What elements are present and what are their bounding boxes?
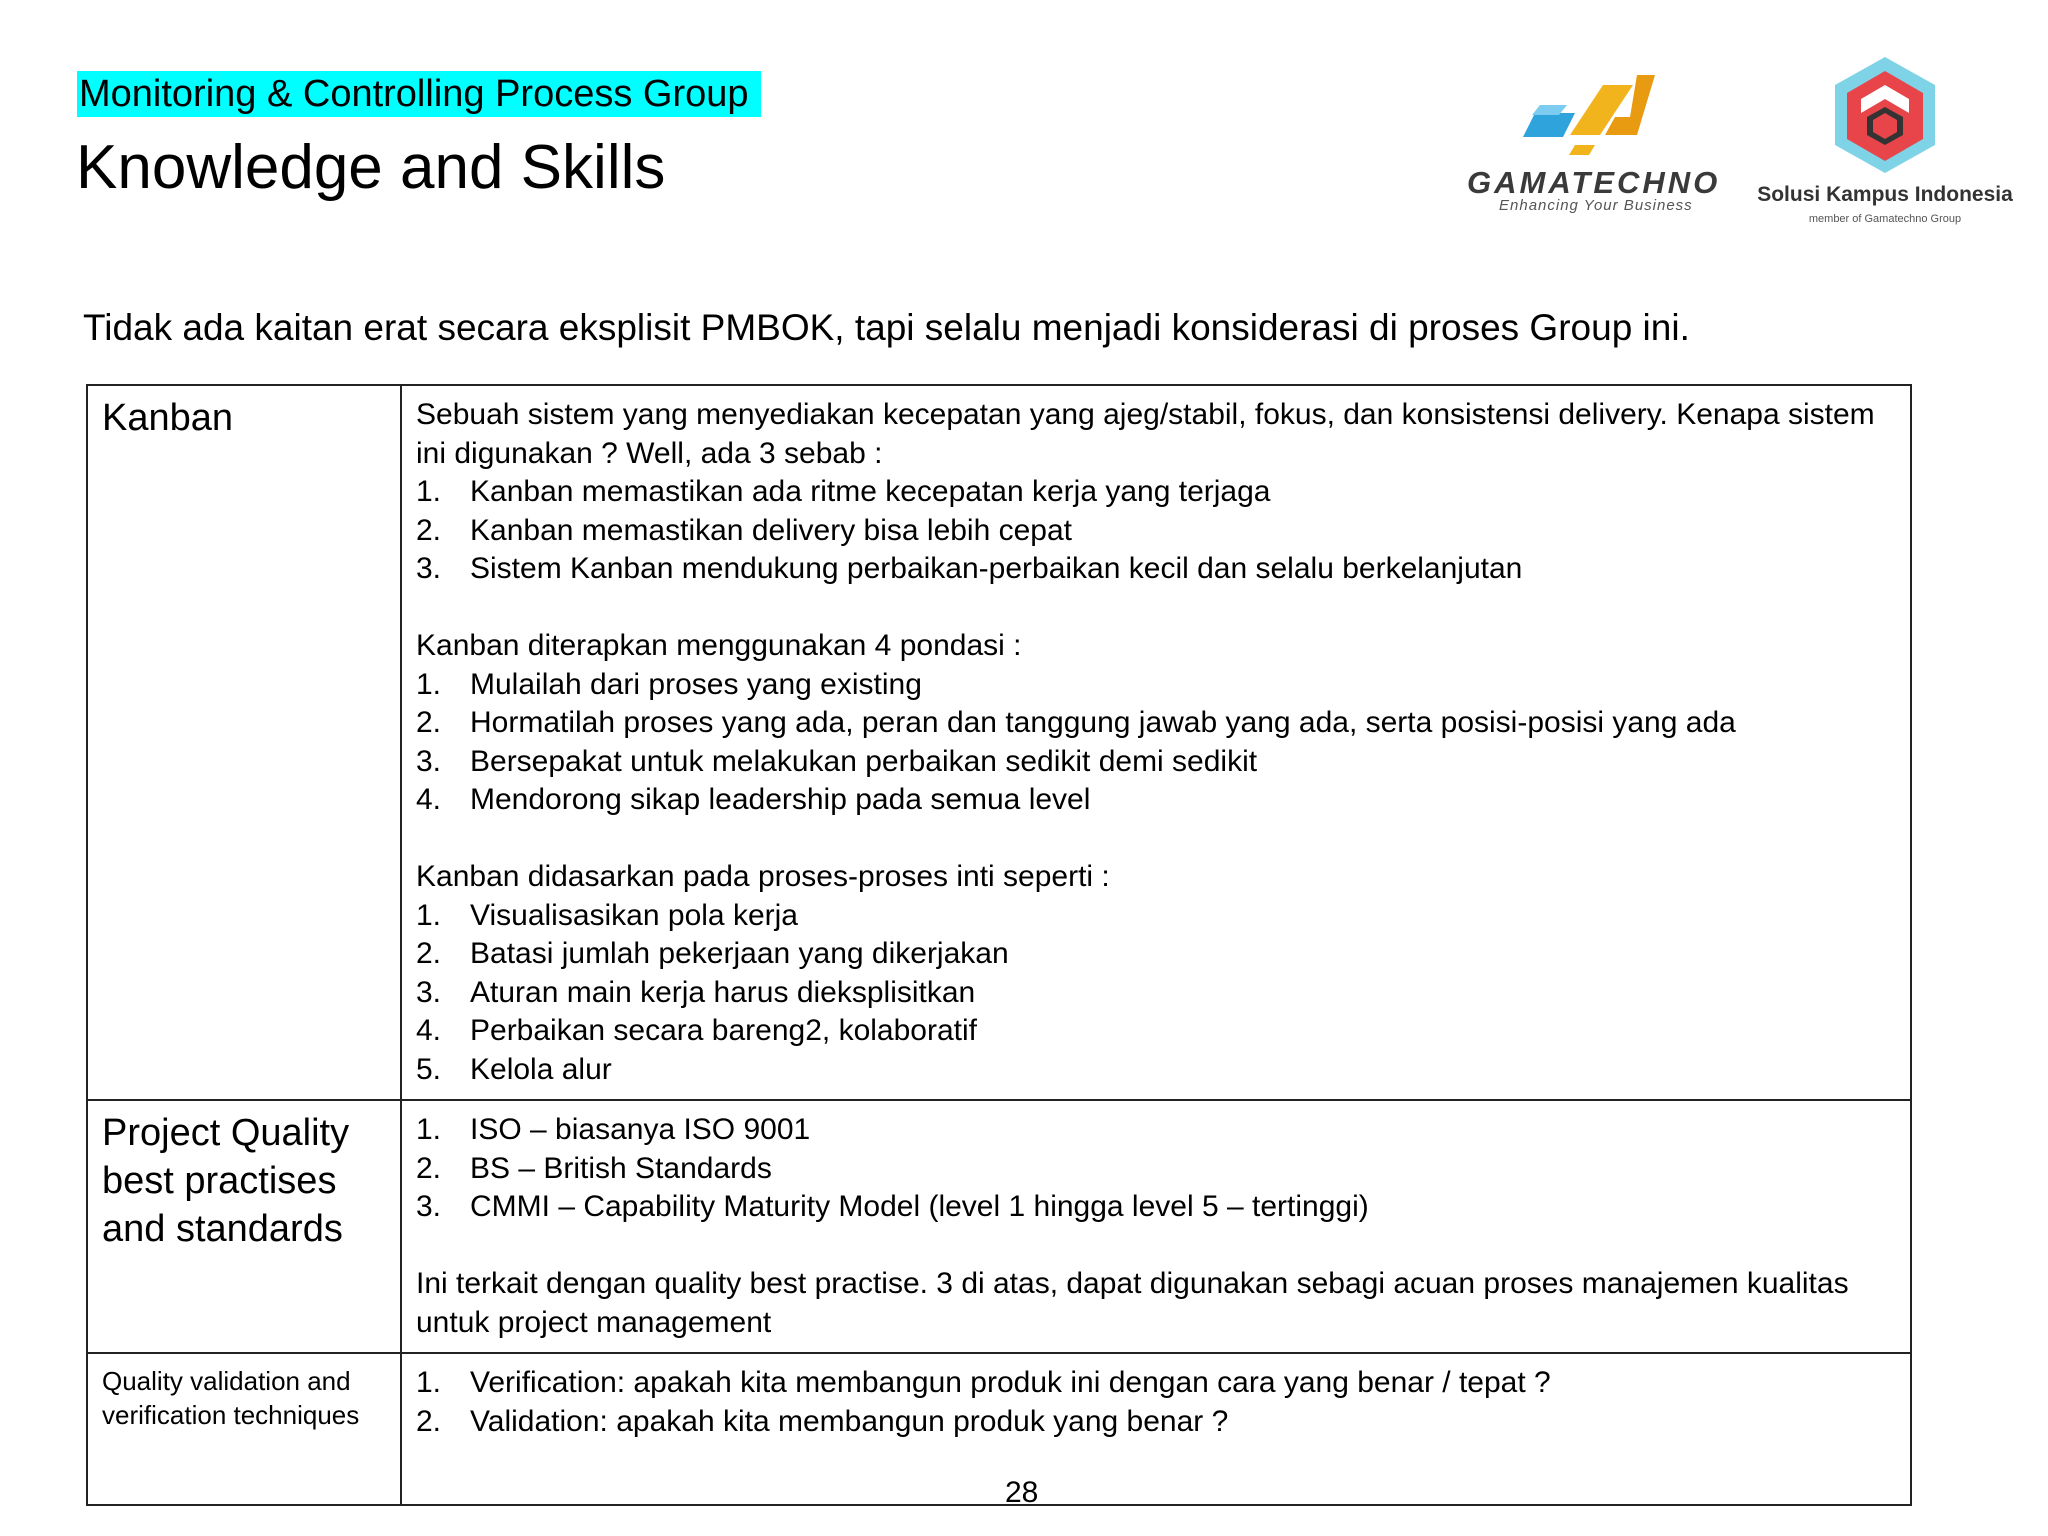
term-cell: Quality validation and verification techniques: [87, 1353, 401, 1505]
intro-text: Tidak ada kaitan erat secara eksplisit PMBOK, tapi selalu menjadi konsiderasi di proses Group ini.: [83, 307, 1690, 348]
list-item: 1. Kanban memastikan ada ritme kecepatan kerja yang terjaga: [416, 475, 1271, 508]
description-cell: [401, 385, 1911, 1100]
ski-subtitle: member of Gamatechno Group: [1808, 213, 1962, 225]
list-item: 1. Verification: apakah kita membangun produk ini dengan cara yang benar / tepat ?: [416, 1366, 1551, 1399]
ski-hexagon-icon: [1755, 55, 2015, 180]
list-item: 1. Visualisasikan pola kerja: [416, 898, 798, 932]
kanban-core-heading: Kanban didasarkan pada proses-proses inti seperti :: [416, 860, 1110, 893]
validation-list: [416, 1364, 1896, 1441]
table-row: [87, 1353, 1911, 1505]
table-row: [87, 1100, 1911, 1353]
description-cell: [401, 1353, 1911, 1505]
ski-logo: [1755, 55, 2015, 245]
kanban-reasons-list: [416, 473, 1896, 589]
page-number: 28: [1005, 1476, 1039, 1509]
kanban-foundations-heading: Kanban diterapkan menggunakan 4 pondasi :: [416, 629, 1022, 662]
list-item: 2. Kanban memastikan delivery bisa lebih cepat: [416, 513, 1073, 547]
list-item: 2. Hormatilah proses yang ada, peran dan tanggung jawab yang ada, serta posisi-posisi yang ada: [416, 706, 1736, 739]
gamatechno-logo: [1455, 55, 1745, 235]
quality-standards-list: [416, 1111, 1896, 1227]
list-item: 3. Sistem Kanban mendukung perbaikan-perbaikan kecil dan selalu berkelanjutan: [416, 552, 1523, 585]
section-tag: Monitoring & Controlling Process Group: [77, 71, 761, 117]
term-cell: Project Quality best practises and standards: [87, 1100, 401, 1353]
list-item: 2. BS – British Standards: [416, 1151, 772, 1185]
list-item: 2. Validation: apakah kita membangun produk yang benar ?: [416, 1404, 1229, 1438]
list-item: 2. Batasi jumlah pekerjaan yang dikerjakan: [416, 937, 1009, 970]
knowledge-table: [86, 384, 1912, 1506]
gamatechno-name: GAMATECHNO: [1467, 165, 1721, 200]
gamatechno-mark-icon: [1455, 55, 1745, 165]
list-item: 1. Mulailah dari proses yang existing: [416, 667, 922, 701]
list-item: 4. Mendorong sikap leadership pada semua level: [416, 783, 1091, 816]
description-cell: [401, 1100, 1911, 1353]
list-item: 1. ISO – biasanya ISO 9001: [416, 1113, 811, 1146]
page-title: Knowledge and Skills: [76, 133, 666, 202]
term-cell: Kanban: [87, 385, 401, 1100]
quality-note: Ini terkait dengan quality best practise. 3 di atas, dapat digunakan sebagi acuan proses manajemen kualitas untuk project management: [416, 1267, 1849, 1339]
kanban-intro: Sebuah sistem yang menyediakan kecepatan yang ajeg/stabil, fokus, dan konsistensi delivery. Kenapa sistem ini digunakan ? Well, ada 3 sebab :: [416, 398, 1875, 470]
ski-name: Solusi Kampus Indonesia: [1757, 183, 2013, 206]
list-item: 3. CMMI – Capability Maturity Model (level 1 hingga level 5 – tertinggi): [416, 1190, 1369, 1223]
gamatechno-tagline: Enhancing Your Business: [1499, 197, 1693, 214]
list-item: 5. Kelola alur: [416, 1052, 612, 1086]
list-item: 3. Aturan main kerja harus dieksplisitkan: [416, 975, 976, 1009]
kanban-core-list: [416, 897, 1896, 1090]
kanban-foundations-list: [416, 666, 1896, 820]
table-row: [87, 385, 1911, 1100]
list-item: 4. Perbaikan secara bareng2, kolaboratif: [416, 1014, 977, 1047]
logo-group: [1455, 55, 2015, 245]
list-item: 3. Bersepakat untuk melakukan perbaikan sedikit demi sedikit: [416, 744, 1258, 778]
